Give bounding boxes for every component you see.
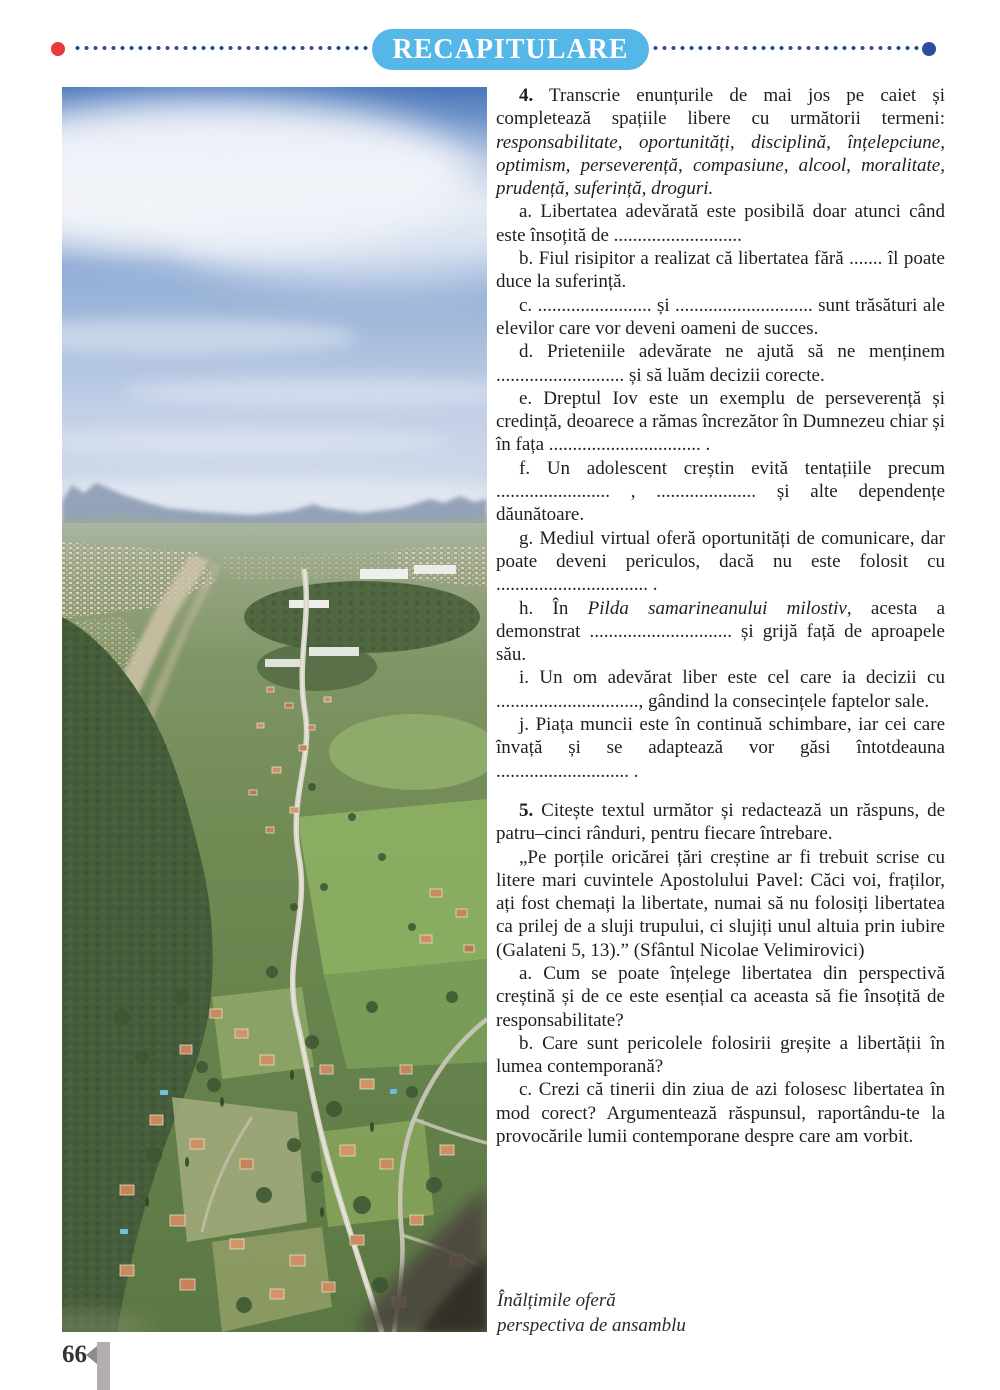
photo-valley [62, 523, 487, 1332]
exercise-4-intro [496, 84, 945, 200]
exercise-5-item-a: a. Cum se poate înțelege libertatea din perspectivă creștină și de ce este esențial ca aceasta să fie însoțită de responsabilitate? [496, 962, 945, 1031]
photo-caption-line-2: perspectiva de ansamblu [497, 1315, 686, 1336]
exercise-5-intro [496, 799, 945, 846]
right-dotted-line [651, 45, 919, 51]
left-dotted-line [73, 45, 369, 51]
photo-caption-line-1: Înălțimile oferă [497, 1290, 616, 1311]
exercise-4-terms: responsabilitate, oportunități, disciplină, înțelepciune, optimism, perseverență, compasiune, alcool, moralitate, prudență, suferință, droguri. [496, 131, 945, 200]
exercise-4-item-j: j. Piața muncii este în continuă schimbare, iar cei care învață și se adaptează vor găsi întotdeauna ............................ . [496, 714, 945, 782]
bookmark-triangle-icon [86, 1346, 97, 1364]
aerial-photo-art [62, 87, 487, 1332]
exercise-4-item-b: b. Fiul risipitor a realizat că libertatea fără ....... îl poate duce la suferință. [496, 248, 945, 293]
right-end-dot-icon [922, 42, 936, 56]
photo-sky [62, 87, 487, 529]
exercise-5-quote: „Pe porțile oricărei țări creștine ar fi trebuit scrise cu litere mari cuvintele Apostolului Pavel: Căci voi, fraților, ați fost chemați la libertate, numai să nu folosiți libertatea ca prilej de a sluji trupului, ci slujiți unul altuia prin iubire (Galateni 5, 13).” (Sfântul Nicolae Velimirovici) [496, 846, 945, 961]
item-h-pre: h. În [519, 597, 588, 619]
exercise-4-item-d: d. Prieteniile adevărate ne ajută să ne menținem ........................... și să luăm decizii corecte. [496, 341, 945, 386]
left-end-dot-icon [51, 42, 65, 56]
exercise-4-item-f: f. Un adolescent creștin evită tentațiile precum ........................ , ..................... și alte dependențe dăunătoare. [496, 457, 945, 526]
exercise-4-intro-text: Transcrie enunțurile de mai jos pe caiet și completează spațiile libere cu următorii termeni: [496, 85, 945, 130]
exercise-4-item-h [496, 597, 945, 667]
exercise-5-number: 5. [519, 799, 534, 821]
photo-caption [497, 1288, 686, 1338]
exercise-5-intro-text: Citește textul următor și redactează un răspuns, de patru–cinci rânduri, pentru fiecare întrebare. [496, 799, 946, 845]
exercise-text-column [496, 84, 945, 1148]
recapitulare-badge [372, 29, 649, 70]
bookmark-ribbon [97, 1342, 110, 1390]
exercise-4-item-c: c. ........................ și ............................. sunt trăsături ale elevilor care vor deveni oameni de succes. [496, 294, 945, 339]
aerial-photo [62, 87, 487, 1332]
exercise-4-number: 4. [519, 85, 534, 106]
exercise-5-item-b: b. Care sunt pericolele folosirii greșite a libertății în lumea contemporană? [496, 1032, 945, 1078]
recapitulare-title: RECAPITULARE [392, 33, 629, 65]
item-h-post: , acesta a demonstrat .............................. și grijă față de aproapele său. [496, 597, 946, 666]
exercise-4-item-g: g. Mediul virtual oferă oportunități de comunicare, dar poate deveni periculos, dacă nu este folosit cu ................................ . [496, 527, 945, 596]
exercise-5-item-c: c. Crezi că tinerii din ziua de azi folosesc libertatea în mod corect? Argumentează răspunsul, raportându-te la provocările lumii contemporane despre care am vorbit. [496, 1079, 945, 1148]
page-number: 66 [62, 1341, 87, 1368]
exercise-4-item-i: i. Un om adevărat liber este cel care ia decizii cu .............................., gândind la consecințele faptelor sale. [496, 667, 945, 712]
exercise-4-item-e: e. Dreptul Iov este un exemplu de perseverență și credință, deoarece a rămas încrezător în Dumnezeu chiar și în fața ................................ . [496, 387, 945, 456]
exercise-4-item-a: a. Libertatea adevărată este posibilă doar atunci când este însoțită de ........................... [496, 201, 945, 246]
item-h-parable-title: Pilda samarineanului milostiv [587, 597, 847, 619]
